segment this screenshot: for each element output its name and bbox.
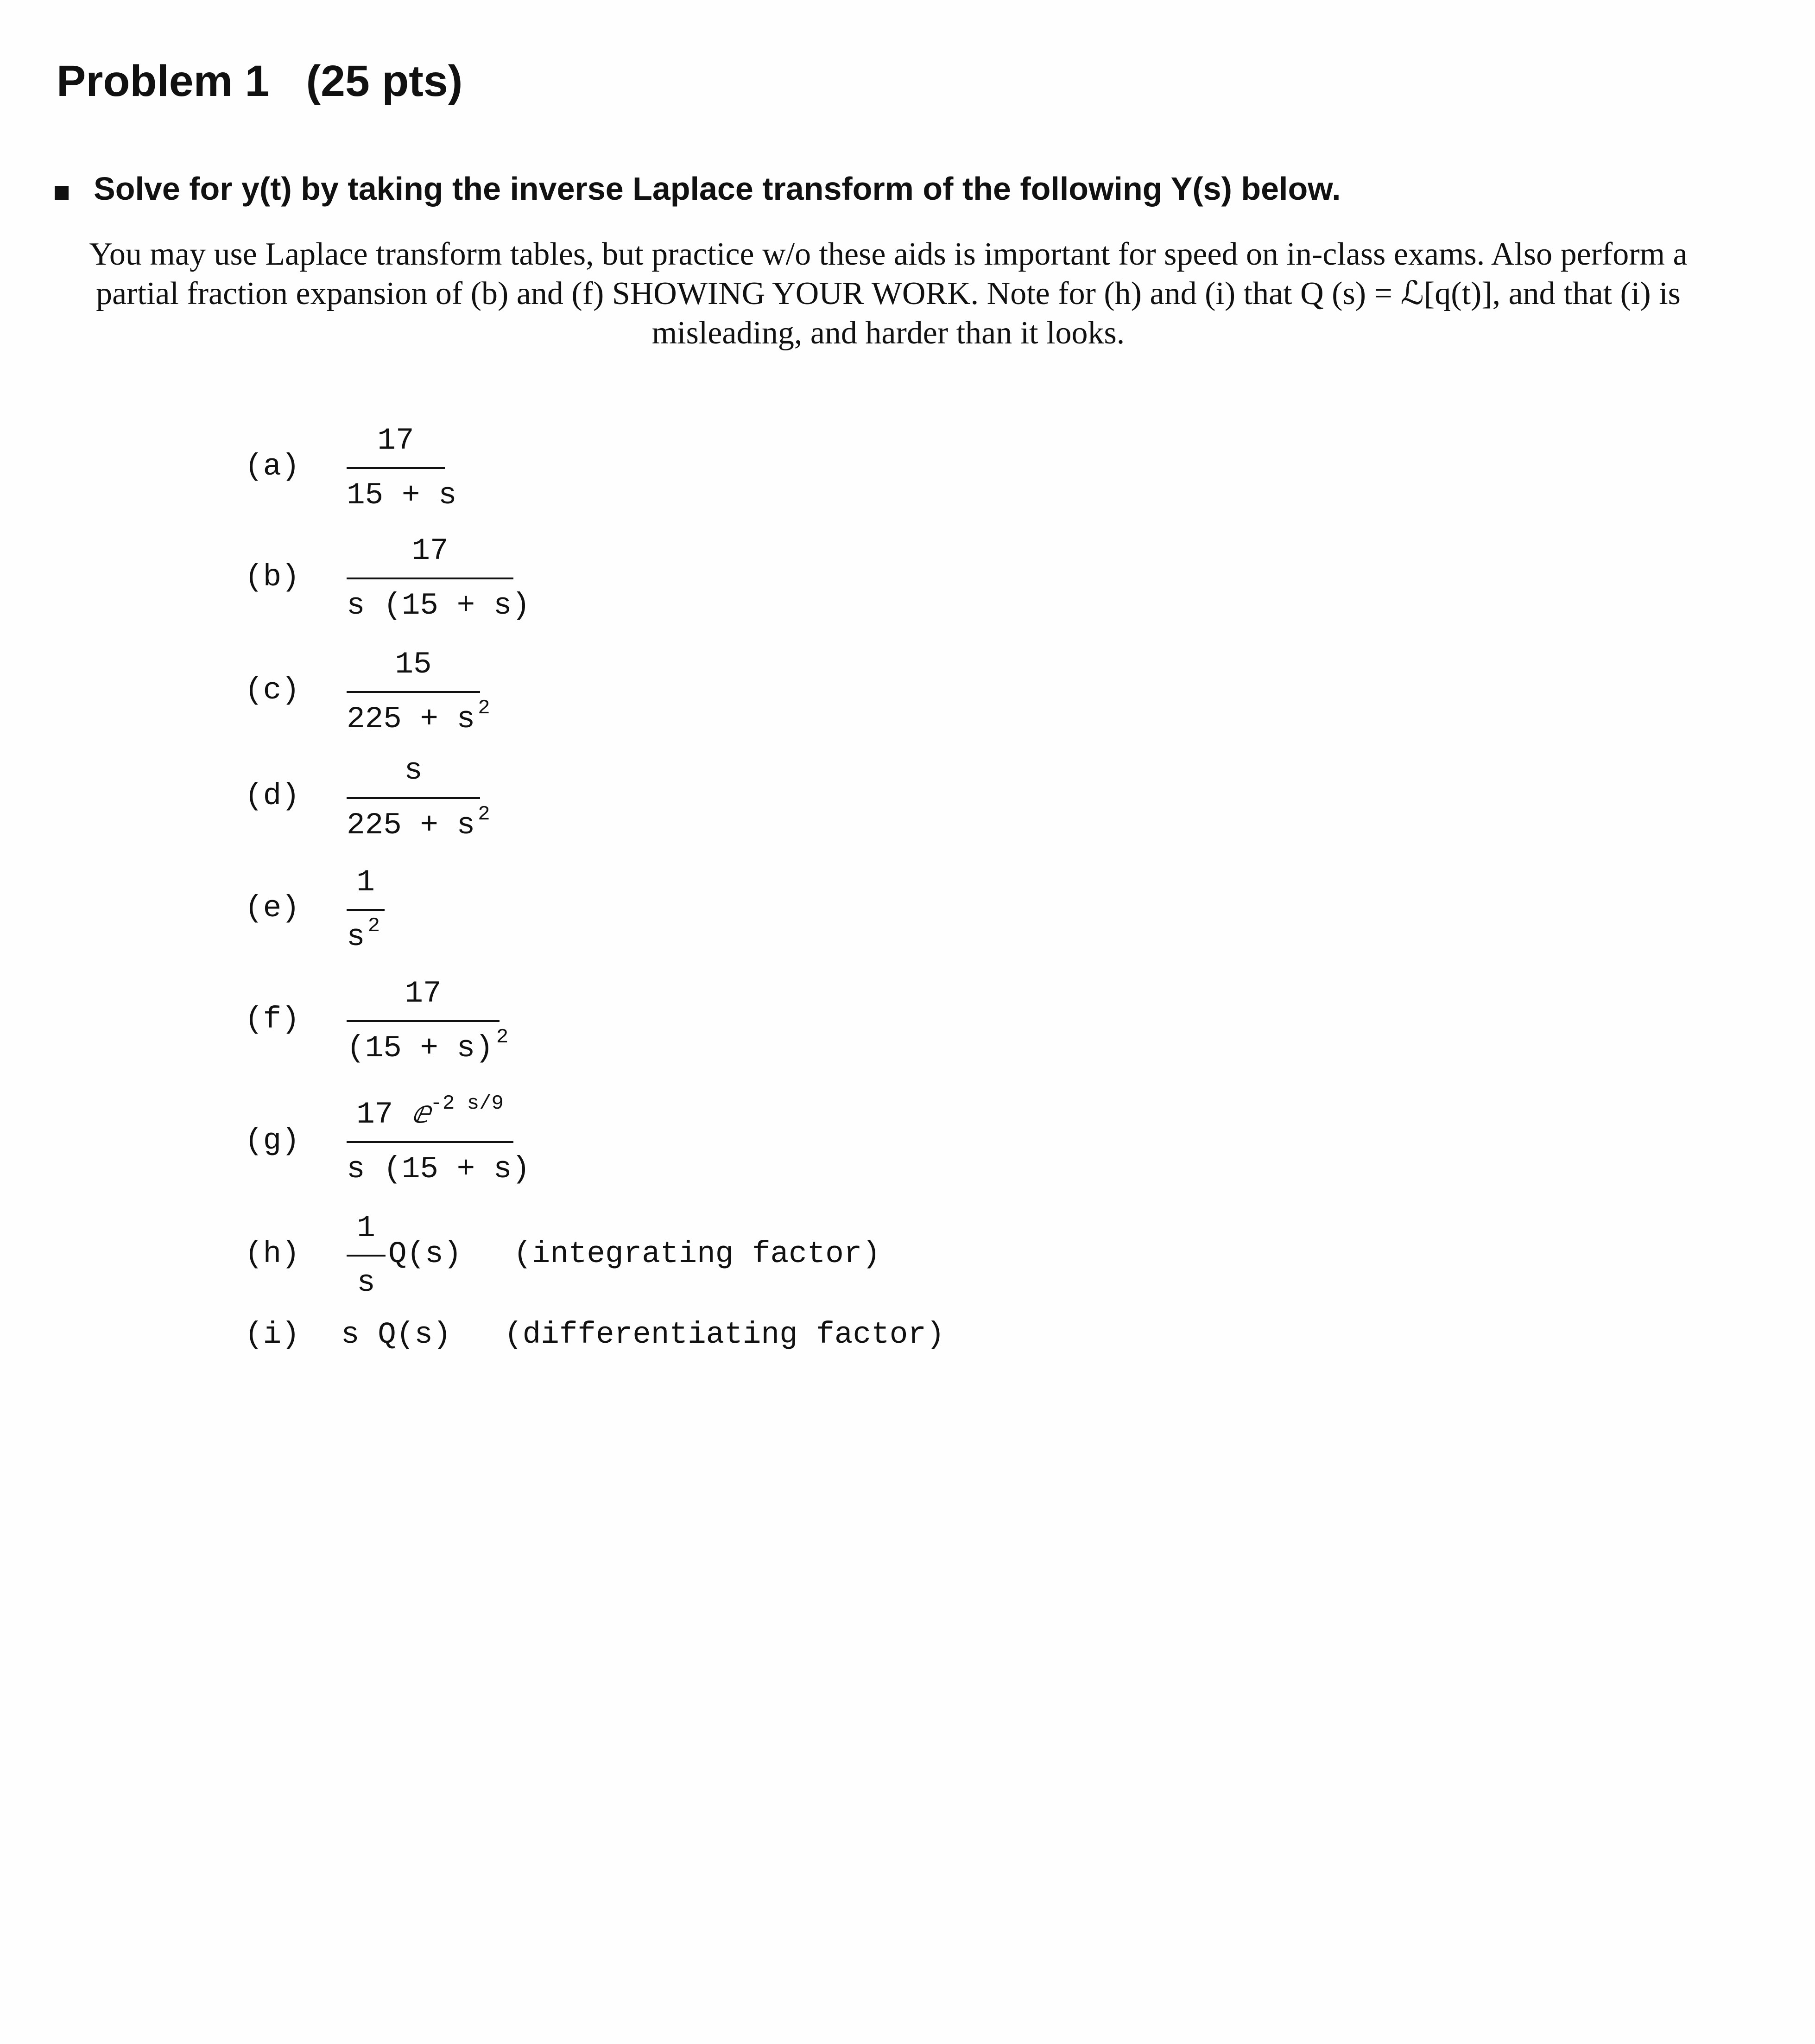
item-c-den-base: 225 + s (347, 702, 475, 736)
fraction-bar (347, 1141, 513, 1143)
item-d-numerator: s (404, 753, 423, 788)
item-c-numerator: 15 (395, 647, 432, 682)
item-c-den-power: 2 (478, 697, 490, 720)
item-h-numerator: 1 (357, 1211, 375, 1245)
item-a-label: (a) (245, 449, 300, 484)
item-e-den-power: 2 (367, 914, 380, 938)
item-d-denominator (347, 803, 490, 843)
item-a-numerator: 17 (377, 423, 414, 458)
fraction-bar (347, 691, 480, 693)
item-h-denominator: s (357, 1265, 375, 1300)
item-d-label: (d) (245, 779, 300, 813)
item-h-expression: Q(s) (388, 1237, 462, 1271)
item-f-den-base: (15 + s) (347, 1031, 493, 1066)
item-g-num-base: ⅇ (411, 1096, 430, 1130)
item-h-label: (h) (245, 1237, 300, 1271)
instructions-paragraph: You may use Laplace transform tables, but practice w/o these aids is important for speed on in-class exams. Also perform a partial fraction expansion of (b) and (f) SHOWING YOUR WORK. Note for (h) and (i) that Q (s) = ℒ[q(t)], and that (i) is misleading, and harder than it looks. (89, 236, 1688, 351)
bullet-square-icon (55, 186, 69, 200)
item-e-denominator (347, 914, 385, 954)
item-g-denominator: s (15 + s) (347, 1152, 531, 1187)
fraction-bar (347, 578, 513, 579)
item-e-label: (e) (245, 891, 300, 926)
item-b-denominator: s (15 + s) (347, 588, 531, 623)
item-f-label: (f) (245, 1002, 300, 1037)
fraction-bar (347, 909, 385, 911)
task-statement: Solve for y(t) by taking the inverse Laplace transform of the following Y(s) below. (94, 171, 1341, 207)
item-b-label: (b) (245, 560, 300, 595)
item-i-label: (i) (245, 1317, 300, 1352)
item-d-den-power: 2 (478, 803, 490, 826)
item-d-den-base: 225 + s (347, 808, 475, 843)
item-e-numerator: 1 (356, 865, 375, 900)
item-g-numerator (347, 1092, 513, 1132)
item-f-numerator: 17 (405, 976, 442, 1011)
item-c-denominator (347, 697, 490, 736)
item-e-den-base: s (347, 920, 365, 954)
page-title: Problem 1 (25 pts) (57, 57, 463, 106)
item-f-denominator (347, 1026, 509, 1066)
item-i-expression: s Q(s) (341, 1317, 451, 1352)
item-g-label: (g) (245, 1124, 300, 1158)
fraction-bar (347, 797, 480, 799)
item-g-num-coeff: 17 (356, 1097, 411, 1132)
item-h-note: (integrating factor) (513, 1237, 881, 1271)
item-a-denominator: 15 + s (347, 478, 457, 513)
item-g-num-exponent: -2 s/9 (430, 1092, 504, 1115)
item-c-label: (c) (245, 673, 300, 708)
fraction-bar (347, 467, 445, 469)
fraction-bar (347, 1255, 386, 1257)
fraction-bar (347, 1020, 500, 1022)
item-f-den-power: 2 (496, 1026, 509, 1049)
item-b-numerator: 17 (411, 533, 449, 568)
item-i-note: (differentiating factor) (504, 1317, 945, 1352)
